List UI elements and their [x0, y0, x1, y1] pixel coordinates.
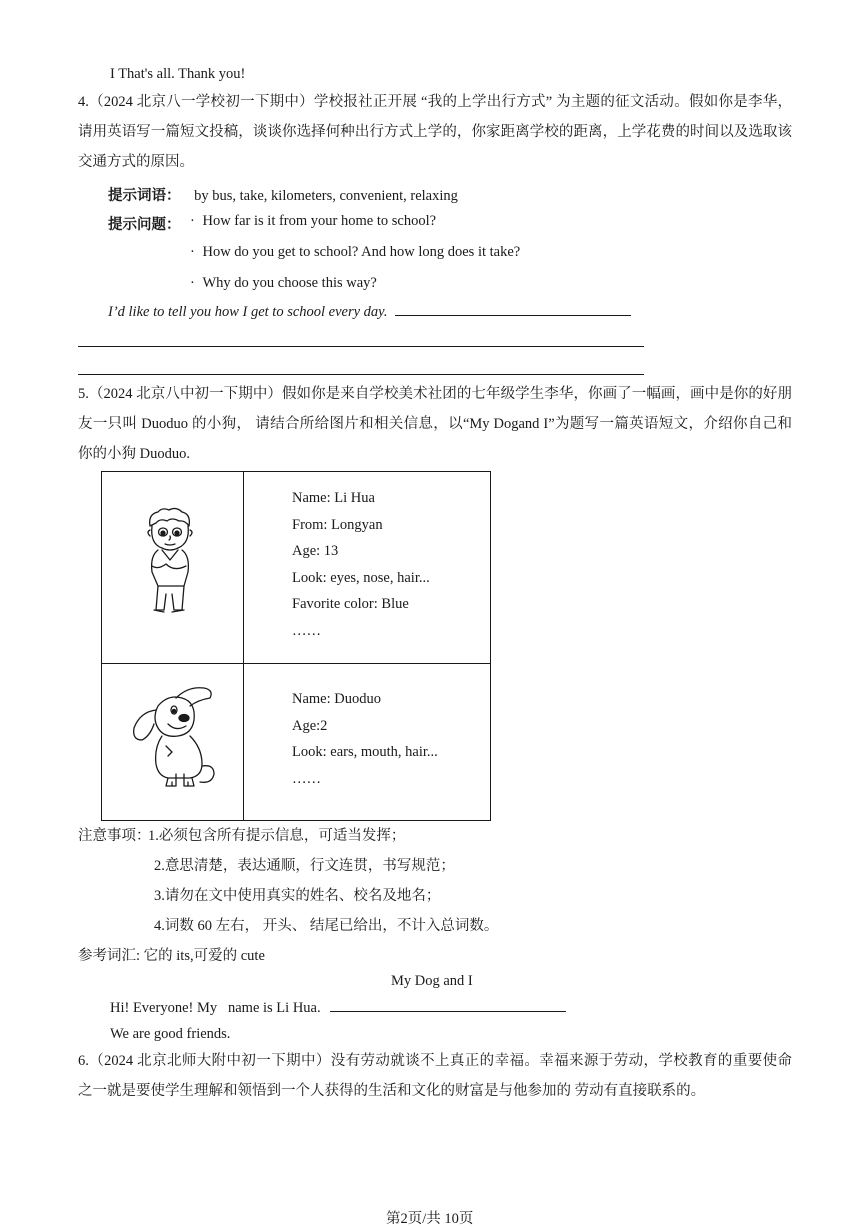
hint-words: by bus, take, kilometers, convenient, relaxing — [194, 188, 458, 204]
question-5-text: 5.（2024 北京八中初一下期中）假如你是来自学校美术社团的七年级学生李华，你画了一幅画，画中是你的好朋友一只叫 Duoduo 的小狗， 请结合所给图片和相关信息，以“My Dogand I”为题写一篇英语短文，介绍你自己和你的小狗 Duoduo. — [78, 386, 792, 462]
vocab-hint: 参考词汇: 它的 its,可爱的 cute — [78, 948, 265, 964]
answer-line — [78, 346, 644, 347]
table-divider — [102, 663, 490, 664]
note-1: 1.必须包含所有提示信息，可适当发挥； — [148, 828, 406, 844]
bullet: · — [190, 244, 195, 260]
table-divider — [243, 472, 244, 820]
note-3: 3.请勿在文中使用真实的姓名、校名及地名； — [154, 888, 441, 904]
essay-title: My Dog and I — [391, 973, 473, 989]
hint-words-label: 提示词语： — [108, 188, 181, 204]
question-4-text: 4.（2024 北京八一学校初一下期中）学校报社正开展 “我的上学出行方式” 为主题的征文活动。假如你是李华，请用英语写一篇短文投稿，谈谈你选择何种出行方式上学的，你家距离学校的距离，上学花费的时间以及选取该交通方式的原因。 — [78, 94, 792, 170]
answer-line — [78, 374, 644, 375]
info-table — [101, 471, 491, 821]
answer-blank — [395, 315, 631, 316]
closing-line: I That's all. Thank you! — [110, 66, 246, 82]
boy-illustration — [136, 506, 206, 618]
essay-end: We are good friends. — [110, 1026, 231, 1042]
bullet: · — [190, 275, 195, 291]
essay-starter: I’d like to tell you how I get to school every day. — [108, 304, 388, 320]
bullet: · — [190, 213, 195, 229]
dog-illustration — [128, 684, 220, 796]
essay-start: Hi! Everyone! My name is Li Hua. — [110, 1000, 321, 1016]
hint-question-2: · How do you get to school? And how long does it take? — [190, 244, 521, 260]
dog-info: Name: Duoduo Age:2 Look: ears, mouth, hair... …… — [292, 691, 438, 787]
hint-question-3: · Why do you choose this way? — [190, 275, 377, 291]
hint-question-1: · How far is it from your home to school? — [190, 213, 437, 229]
note-4: 4.词数 60 左右， 开头、 结尾已给出，不计入总词数。 — [154, 918, 499, 934]
hint-words-row — [108, 184, 458, 205]
note-2: 2.意思清楚，表达通顺，行文连贯，书写规范； — [154, 858, 455, 874]
hint-questions-label: 提示问题： — [108, 217, 181, 233]
question-6-text: 6.（2024 北京北师大附中初一下期中）没有劳动就谈不上真正的幸福。幸福来源于劳动，学校教育的重要使命 之一就是要使学生理解和领悟到一个人获得的生活和文化的财富是与他参加的 劳动有直接联系的。 — [78, 1053, 792, 1099]
essay-starter-row — [108, 304, 631, 321]
essay-start-row — [110, 1000, 566, 1017]
notes-label: 注意事项： — [78, 828, 151, 844]
person-info: Name: Li Hua From: Longyan Age: 13 Look: eyes, nose, hair... Favorite color: Blue …… — [292, 490, 430, 639]
page-footer: 第2页/共 10页 — [386, 1211, 474, 1227]
answer-blank — [330, 1011, 566, 1012]
